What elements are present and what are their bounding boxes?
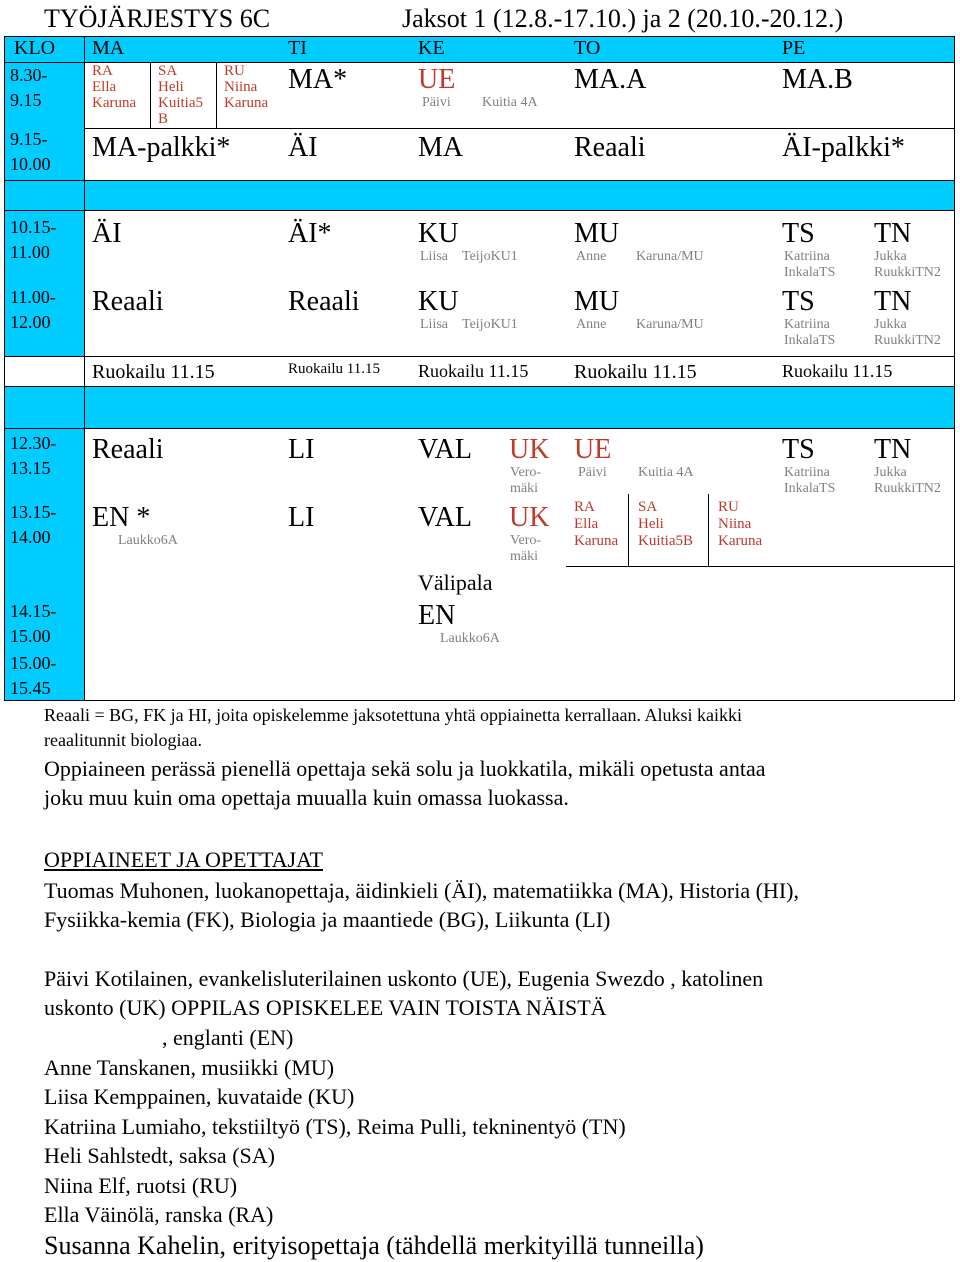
lesson-ke-7: EN	[418, 600, 456, 631]
lesson-tn-3-room: RuukkiTN2	[874, 265, 941, 280]
note-oppiaine-line-1: Oppiaineen perässä pienellä opettaja sekä solu ja luokkatila, mikäli opetusta antaa	[44, 756, 766, 781]
teacher-line-10: Niina Elf, ruotsi (RU)	[44, 1173, 238, 1198]
lesson-tn-3-teacher: Jukka	[874, 249, 907, 264]
lang-ra-room: Karuna	[92, 95, 137, 111]
lang-sa-room: Kuitia5	[158, 95, 203, 111]
teacher-line-7: Liisa Kemppainen, kuvataide (KU)	[44, 1084, 355, 1109]
lesson-ts-3-teacher: Katriina	[784, 249, 830, 264]
lesson-ma-4: Reaali	[92, 286, 164, 317]
lesson-uk-6-teacher-2: mäki	[510, 549, 538, 564]
header-row	[4, 36, 955, 62]
time-slot-3-end: 11.00	[10, 242, 50, 262]
lang-sa-room-2: B	[158, 111, 169, 127]
lesson-to-3-teacher: Anne	[576, 249, 607, 264]
lang-ru-teacher: Niina	[224, 79, 258, 95]
lesson-ma-6: EN *	[92, 502, 151, 533]
lesson-ma-3: ÄI	[92, 218, 122, 249]
time-slot-4-start: 11.00-	[10, 287, 56, 307]
lesson-ke-1-room: Kuitia 4A	[482, 95, 538, 110]
lesson-to-3: MU	[574, 218, 620, 249]
lesson-ti-6: LI	[288, 502, 315, 533]
teacher-line-8: Katriina Lumiaho, tekstiiltyö (TS), Reima Pulli, tekninentyö (TN)	[44, 1114, 626, 1139]
lesson-tn-5-room: RuukkiTN2	[874, 481, 941, 496]
lesson-ti-3: ÄI*	[288, 218, 332, 249]
time-slot-1-start: 8.30-	[10, 65, 48, 85]
teacher-line-3: Päivi Kotilainen, evankelisluterilainen uskonto (UE), Eugenia Swezdo , katolinen	[44, 966, 764, 991]
teacher-line-12: Susanna Kahelin, erityisopettaja (tähdellä merkityillä tunneilla)	[44, 1231, 704, 1260]
lesson-ti-1: MA*	[288, 64, 348, 95]
lesson-ru-6-code: RU	[718, 499, 739, 515]
lesson-ke-7-room: Laukko6A	[440, 631, 500, 646]
lesson-pe-1: MA.B	[782, 64, 853, 95]
teachers-heading: OPPIAINEET JA OPETTAJAT	[44, 847, 323, 872]
lesson-ra-6-room: Karuna	[574, 533, 619, 549]
period-subtitle: Jaksot 1 (12.8.-17.10.) ja 2 (20.10.-20.12.)	[402, 4, 844, 33]
lunch-to: Ruokailu 11.15	[574, 361, 697, 383]
teacher-line-9: Heli Sahlstedt, saksa (SA)	[44, 1143, 275, 1168]
lesson-to-2: Reaali	[574, 132, 646, 163]
note-reaali-line-1: Reaali = BG, FK ja HI, joita opiskelemme jaksotettuna yhtä oppiainetta kerrallaan. Aluksi kaikki	[44, 705, 742, 725]
lesson-tn-5-teacher: Jukka	[874, 465, 907, 480]
lesson-ru-6-teacher: Niina	[718, 516, 752, 532]
lesson-ra-6-code: RA	[574, 499, 595, 515]
col-head-to: TO	[574, 37, 601, 59]
time-slot-5-start: 12.30-	[10, 433, 57, 453]
time-slot-8-end: 15.45	[10, 678, 51, 698]
note-reaali-line-2: reaalitunnit biologiaa.	[44, 730, 202, 750]
teacher-line-4: uskonto (UK) OPPILAS OPISKELEE VAIN TOISTA NÄISTÄ	[44, 995, 607, 1020]
lesson-sa-6-teacher: Heli	[638, 516, 664, 532]
teacher-line-1: Tuomas Muhonen, luokanopettaja, äidinkieli (ÄI), matematiikka (MA), Historia (HI),	[44, 878, 799, 903]
lesson-pe-2: ÄI-palkki*	[782, 132, 905, 163]
lunch-break-row	[4, 386, 955, 428]
time-slot-6-start: 13.15-	[10, 502, 57, 522]
lesson-ti-5: LI	[288, 434, 315, 465]
lang-ra-teacher: Ella	[92, 79, 117, 95]
time-slot-2-start: 9.15-	[10, 129, 48, 149]
lesson-to-5: UE	[574, 434, 612, 465]
lesson-tn-4-teacher: Jukka	[874, 317, 907, 332]
lesson-ts-5: TS	[782, 434, 815, 465]
lesson-sa-6-code: SA	[638, 499, 658, 515]
lesson-sa-6-room: Kuitia5B	[638, 533, 693, 549]
lesson-ru-6-room: Karuna	[718, 533, 763, 549]
lesson-tn-4: TN	[874, 286, 912, 317]
col-head-ti: TI	[288, 37, 307, 59]
col-head-pe: PE	[782, 37, 806, 59]
time-slot-7-start: 14.15-	[10, 601, 57, 621]
lunch-ti: Ruokailu 11.15	[288, 361, 380, 377]
note-oppiaine-line-2: joku muu kuin oma opettaja muualla kuin omassa luokassa.	[44, 785, 569, 810]
lesson-ti-2: ÄI	[288, 132, 318, 163]
teacher-line-11: Ella Väinölä, ranska (RA)	[44, 1202, 274, 1227]
lang-sa-teacher: Heli	[158, 79, 184, 95]
lesson-to-4-teacher: Anne	[576, 317, 607, 332]
break-valipala: Välipala	[418, 570, 493, 595]
time-slot-1-end: 9.15	[10, 90, 42, 110]
lesson-ke-5: VAL	[418, 434, 472, 465]
lesson-ke-4-teacher: Liisa	[420, 317, 448, 332]
lesson-ts-3-room: InkalaTS	[784, 265, 836, 280]
teacher-line-5: , englanti (EN)	[162, 1025, 294, 1050]
col-head-klo: KLO	[14, 37, 56, 59]
time-slot-3-start: 10.15-	[10, 217, 57, 237]
lesson-tn-3: TN	[874, 218, 912, 249]
time-slot-7-end: 15.00	[10, 626, 51, 646]
lesson-uk-5-teacher-1: Vero-	[510, 465, 542, 480]
time-slot-6-end: 14.00	[10, 527, 51, 547]
page-title: TYÖJÄRJESTYS 6C	[44, 4, 271, 33]
lang-sa-code: SA	[158, 63, 178, 79]
lang-ra-code: RA	[92, 63, 113, 79]
teacher-line-2: Fysiikka-kemia (FK), Biologia ja maantiede (BG), Liikunta (LI)	[44, 907, 611, 932]
teacher-line-6: Anne Tanskanen, musiikki (MU)	[44, 1055, 335, 1080]
col-head-ma: MA	[92, 37, 125, 59]
lesson-ke-4-room: TeijoKU1	[462, 317, 518, 332]
lesson-ts-4-teacher: Katriina	[784, 317, 830, 332]
lesson-to-5-room: Kuitia 4A	[638, 465, 694, 480]
lang-ru-code: RU	[224, 63, 245, 79]
lesson-ts-4: TS	[782, 286, 815, 317]
lesson-ke-3: KU	[418, 218, 459, 249]
lesson-tn-4-room: RuukkiTN2	[874, 333, 941, 348]
lesson-ke-4: KU	[418, 286, 459, 317]
lang-ru-room: Karuna	[224, 95, 269, 111]
morning-break-row	[4, 180, 955, 210]
col-head-ke: KE	[418, 37, 445, 59]
lesson-ma-5: Reaali	[92, 434, 164, 465]
lesson-ma-2: MA-palkki*	[92, 132, 231, 163]
lesson-tn-5: TN	[874, 434, 912, 465]
lesson-ke-1: UE	[418, 64, 456, 95]
lesson-uk-5: UK	[509, 434, 550, 465]
lesson-ke-6: VAL	[418, 502, 472, 533]
lunch-ke: Ruokailu 11.15	[418, 361, 529, 381]
lesson-ts-5-teacher: Katriina	[784, 465, 830, 480]
lesson-uk-5-teacher-2: mäki	[510, 481, 538, 496]
time-slot-8-start: 15.00-	[10, 653, 57, 673]
lesson-to-3-room: Karuna/MU	[636, 249, 704, 264]
lesson-ts-4-room: InkalaTS	[784, 333, 836, 348]
time-slot-4-end: 12.00	[10, 312, 51, 332]
lesson-to-4-room: Karuna/MU	[636, 317, 704, 332]
lesson-ts-3: TS	[782, 218, 815, 249]
time-slot-2-end: 10.00	[10, 154, 51, 174]
lesson-ti-4: Reaali	[288, 286, 360, 317]
lesson-ke-1-teacher: Päivi	[422, 95, 451, 110]
lesson-uk-6: UK	[509, 502, 550, 533]
lesson-ke-3-teacher: Liisa	[420, 249, 448, 264]
lesson-ke-2: MA	[418, 132, 464, 163]
lesson-to-5-teacher: Päivi	[578, 465, 607, 480]
lunch-ma: Ruokailu 11.15	[92, 361, 215, 383]
lesson-to-4: MU	[574, 286, 620, 317]
time-slot-5-end: 13.15	[10, 458, 51, 478]
lesson-uk-6-teacher-1: Vero-	[510, 533, 542, 548]
lesson-ma-6-room: Laukko6A	[118, 533, 178, 548]
lesson-ra-6-teacher: Ella	[574, 516, 599, 532]
lesson-ke-3-room: TeijoKU1	[462, 249, 518, 264]
lunch-pe: Ruokailu 11.15	[782, 361, 893, 381]
lesson-ts-5-room: InkalaTS	[784, 481, 836, 496]
lesson-to-1: MA.A	[574, 64, 647, 95]
